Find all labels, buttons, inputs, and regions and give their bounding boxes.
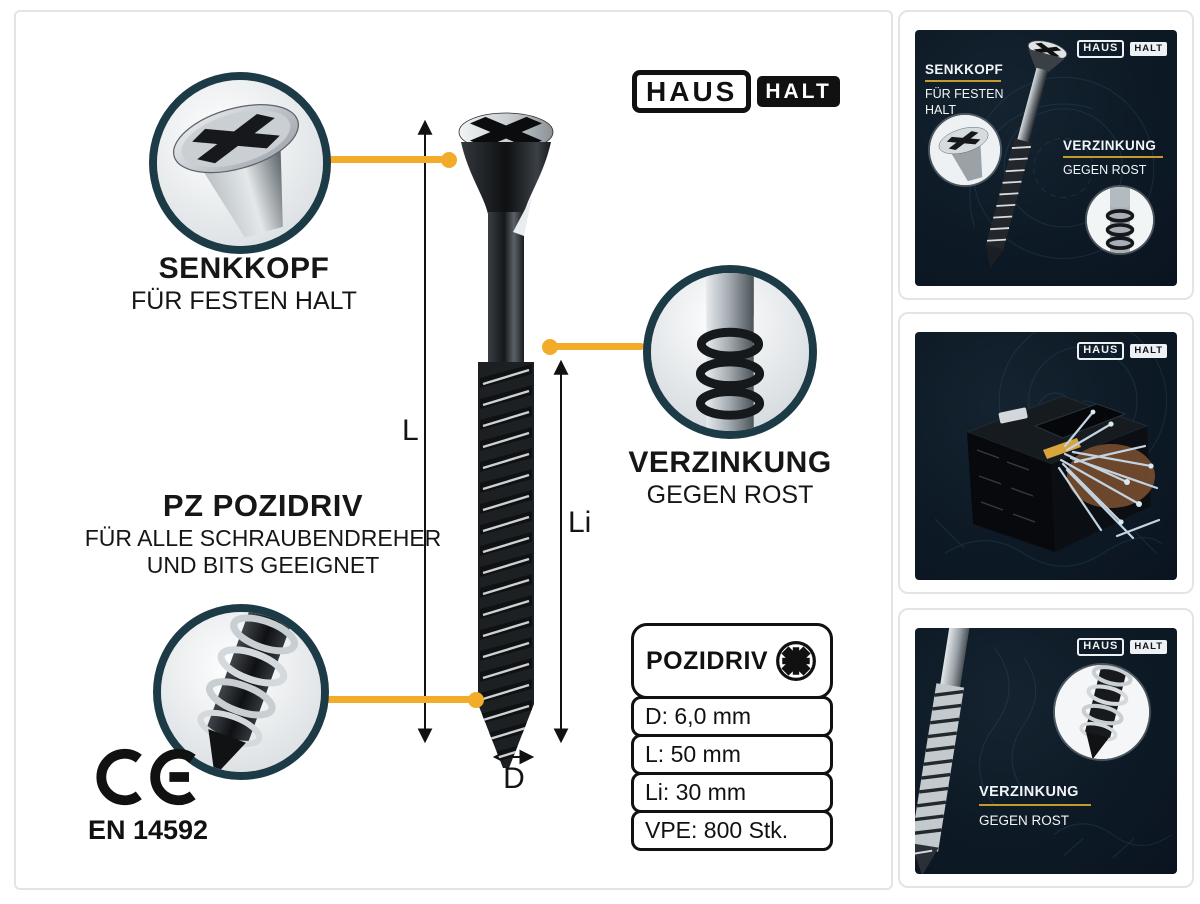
- screw-box-illustration: [915, 354, 1177, 580]
- brand-logo-halt: HALT: [1130, 640, 1167, 655]
- feature-verzinkung-title: VERZINKUNG: [628, 446, 832, 479]
- gold-underline: [925, 80, 1001, 82]
- senkkopf-detail-circle: [149, 72, 331, 254]
- spec-table-header: [631, 623, 833, 699]
- brand-logo: [1077, 638, 1167, 656]
- thumb-thread-circle: [1087, 187, 1153, 253]
- brand-logo-haus: HAUS: [1077, 40, 1124, 58]
- verzinkung-detail-circle: [643, 265, 817, 439]
- thumbnail-3-image: [915, 628, 1177, 874]
- brand-logo-halt: HALT: [1130, 344, 1167, 359]
- brand-logo-haus: HAUS: [1077, 638, 1124, 656]
- callout-line-senkkopf: [327, 156, 449, 163]
- main-product-image[interactable]: [14, 10, 893, 890]
- ce-standard-text: EN 14592: [87, 815, 209, 845]
- thumb-verzinkung-title: VERZINKUNG: [979, 784, 1079, 800]
- gold-underline: [979, 804, 1091, 806]
- thumb-senkkopf-text: [925, 62, 1015, 119]
- callout-dot: [441, 152, 457, 168]
- brand-logo: [1077, 342, 1167, 360]
- brand-logo-haus: HAUS: [632, 70, 751, 113]
- brand-logo-halt: HALT: [1130, 42, 1167, 57]
- thumb-verzinkung-sub: GEGEN ROST: [1063, 163, 1147, 177]
- gallery-thumbnail-2[interactable]: [898, 312, 1194, 594]
- feature-senkkopf-subtitle: FÜR FESTEN HALT: [131, 287, 357, 315]
- callout-line-pozidriv: [326, 696, 476, 703]
- dimension-label-diameter: D: [503, 762, 525, 795]
- feature-senkkopf: [94, 252, 394, 316]
- ce-certification: [68, 748, 228, 846]
- dimension-label-length: L: [402, 414, 419, 447]
- feature-pozidriv-line2: UND BITS GEEIGNET: [146, 552, 380, 578]
- thumb-verzinkung-text: [979, 784, 1109, 830]
- callout-dot: [542, 339, 558, 355]
- spec-row-diameter: D: 6,0 mm: [631, 696, 833, 737]
- spec-row-thread-length: Li: 30 mm: [631, 772, 833, 813]
- brand-logo: [1077, 40, 1167, 58]
- callout-dot: [468, 692, 484, 708]
- feature-pozidriv-title: PZ POZIDRIV: [162, 488, 364, 523]
- pozidriv-icon: [774, 639, 818, 683]
- brand-logo: [632, 70, 840, 113]
- ce-mark-icon: [96, 748, 200, 806]
- spec-table: [631, 623, 833, 851]
- thumbnail-1-image: [915, 30, 1177, 286]
- spec-row-package: VPE: 800 Stk.: [631, 810, 833, 851]
- gold-underline: [1063, 156, 1163, 158]
- gallery-thumbnail-1[interactable]: [898, 10, 1194, 300]
- feature-verzinkung: [580, 446, 880, 510]
- thumb-verzinkung-title: VERZINKUNG: [1063, 138, 1157, 153]
- spec-row-length: L: 50 mm: [631, 734, 833, 775]
- thumb-verzinkung-text: [1063, 138, 1173, 178]
- brand-logo-haus: HAUS: [1077, 342, 1124, 360]
- feature-pozidriv-line1: FÜR ALLE SCHRAUBENDREHER: [84, 525, 442, 551]
- thumb-senkkopf-line2: HALT: [925, 103, 957, 118]
- thumb-verzinkung-sub: GEGEN ROST: [979, 813, 1070, 828]
- brand-logo-halt: HALT: [757, 76, 839, 107]
- thumb-tip-circle: [1055, 665, 1149, 759]
- thumb-senkkopf-title: SENKKOPF: [925, 62, 1004, 77]
- gallery-thumbnail-3[interactable]: [898, 608, 1194, 888]
- callout-line-verzinkung: [550, 343, 644, 350]
- feature-verzinkung-subtitle: GEGEN ROST: [646, 481, 814, 509]
- thumb-senkkopf-line1: FÜR FESTEN: [925, 87, 1004, 101]
- dimension-label-thread: Li: [568, 506, 592, 539]
- feature-senkkopf-title: SENKKOPF: [158, 252, 330, 285]
- spec-drive-type: POZIDRIV: [646, 646, 769, 675]
- thumbnail-2-image: [915, 332, 1177, 580]
- feature-pozidriv: [74, 488, 452, 579]
- thumb-head-circle: [930, 115, 1000, 185]
